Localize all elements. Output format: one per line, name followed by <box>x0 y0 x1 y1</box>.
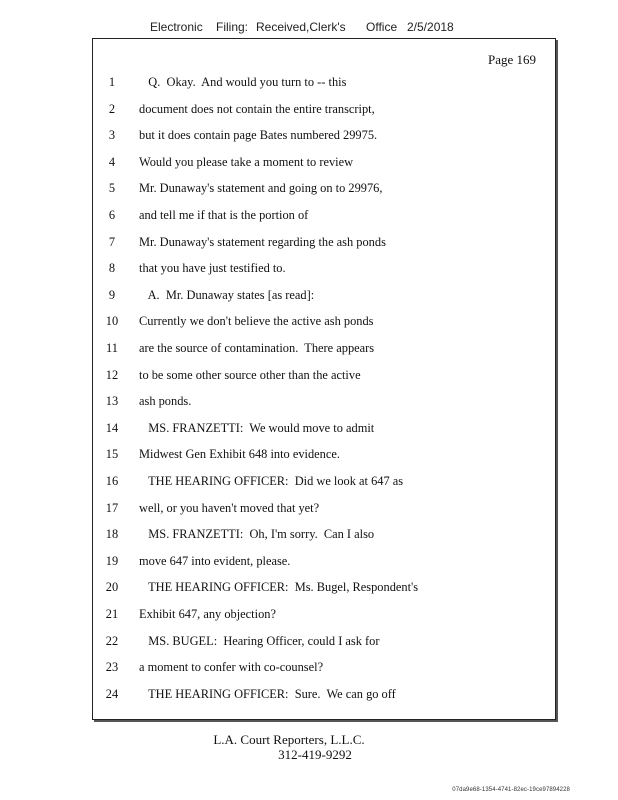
line-number: 23 <box>105 660 119 675</box>
transcript-line <box>93 368 555 388</box>
line-text: Mr. Dunaway's statement regarding the ash ponds <box>139 234 386 249</box>
line-number: 1 <box>108 75 116 89</box>
line-text: THE HEARING OFFICER: Did we look at 647 as <box>139 474 404 488</box>
transcript-line <box>93 580 555 600</box>
line-number: 2 <box>108 101 116 116</box>
line-text: a moment to confer with co-counsel? <box>139 660 324 675</box>
line-text: and tell me if that is the portion of <box>139 208 309 222</box>
line-number: 10 <box>105 314 119 329</box>
transcript-line <box>93 102 555 122</box>
transcript-line <box>93 261 555 281</box>
court-reporter-phone: 312-419-9292 <box>278 747 352 762</box>
line-number: 22 <box>105 633 119 648</box>
line-text: Exhibit 647, any objection? <box>139 607 276 621</box>
court-reporter-name: L.A. Court Reporters, L.L.C. <box>213 732 365 747</box>
line-number: 9 <box>108 287 116 302</box>
line-number: 5 <box>108 181 116 196</box>
line-number: 7 <box>108 234 116 249</box>
line-number: 21 <box>105 607 119 621</box>
line-text: Midwest Gen Exhibit 648 into evidence. <box>139 447 340 462</box>
line-number: 12 <box>105 367 119 382</box>
transcript-line <box>93 314 555 334</box>
transcript-line <box>93 607 555 627</box>
line-text: are the source of contamination. There appears <box>139 341 375 355</box>
transcript-line <box>93 421 555 441</box>
transcript-line <box>93 527 555 547</box>
transcript-line <box>93 208 555 228</box>
page-number: Page 169 <box>487 52 536 67</box>
line-text: Mr. Dunaway's statement and going on to 29976, <box>139 181 383 196</box>
transcript-line <box>93 235 555 255</box>
filing-stamp-word: Received,Clerk's <box>256 20 346 34</box>
transcript-line <box>93 128 555 148</box>
filing-stamp-word: Electronic <box>150 20 203 34</box>
line-number: 4 <box>108 154 116 169</box>
line-number: 20 <box>105 580 119 595</box>
line-number: 11 <box>106 341 118 355</box>
transcript-line <box>93 634 555 654</box>
line-text: THE HEARING OFFICER: Ms. Bugel, Respondent's <box>139 580 419 595</box>
document-id: 07da9e68-1354-4741-82ec-19ce97894228 <box>452 787 570 793</box>
line-text: THE HEARING OFFICER: Sure. We can go off <box>139 686 396 701</box>
transcript-line <box>93 687 555 707</box>
line-number: 13 <box>105 394 119 409</box>
line-text: ash ponds. <box>139 394 192 409</box>
line-text: but it does contain page Bates numbered 29975. <box>139 128 378 143</box>
transcript-line <box>93 447 555 467</box>
filing-stamp-header <box>0 20 618 38</box>
line-text: that you have just testified to. <box>139 261 286 276</box>
transcript-line <box>93 341 555 361</box>
line-text: Currently we don't believe the active ash ponds <box>139 314 374 329</box>
transcript-line <box>93 474 555 494</box>
transcript-line <box>93 181 555 201</box>
line-number: 14 <box>105 420 119 435</box>
line-text: Q. Okay. And would you turn to -- this <box>139 75 347 89</box>
line-number: 8 <box>108 261 116 276</box>
line-number: 3 <box>108 128 116 143</box>
transcript-line <box>93 554 555 574</box>
line-number: 24 <box>105 686 119 701</box>
line-number: 17 <box>105 500 119 515</box>
transcript-line <box>93 75 555 95</box>
line-text: well, or you haven't moved that yet? <box>139 500 320 515</box>
line-text: move 647 into evident, please. <box>139 553 291 568</box>
transcript-line <box>93 660 555 680</box>
line-text: MS. FRANZETTI: We would move to admit <box>139 420 375 435</box>
line-text: MS. BUGEL: Hearing Officer, could I ask for <box>139 633 380 648</box>
transcript-page <box>92 38 556 720</box>
filing-stamp-word: Office <box>366 20 398 34</box>
line-number: 19 <box>105 553 119 568</box>
line-number: 6 <box>108 208 116 222</box>
transcript-line <box>93 288 555 308</box>
filing-stamp-date: 2/5/2018 <box>407 20 454 34</box>
line-text: Would you please take a moment to review <box>139 154 354 169</box>
line-text: document does not contain the entire transcript, <box>139 101 375 116</box>
line-text: MS. FRANZETTI: Oh, I'm sorry. Can I also <box>139 527 375 542</box>
transcript-line <box>93 394 555 414</box>
line-number: 16 <box>105 474 119 488</box>
line-number: 18 <box>105 527 119 542</box>
line-text: to be some other source other than the active <box>139 367 361 382</box>
line-number: 15 <box>105 447 119 462</box>
transcript-line <box>93 501 555 521</box>
filing-stamp-word: Filing: <box>216 20 249 34</box>
transcript-line <box>93 155 555 175</box>
line-text: A. Mr. Dunaway states [as read]: <box>139 287 315 302</box>
